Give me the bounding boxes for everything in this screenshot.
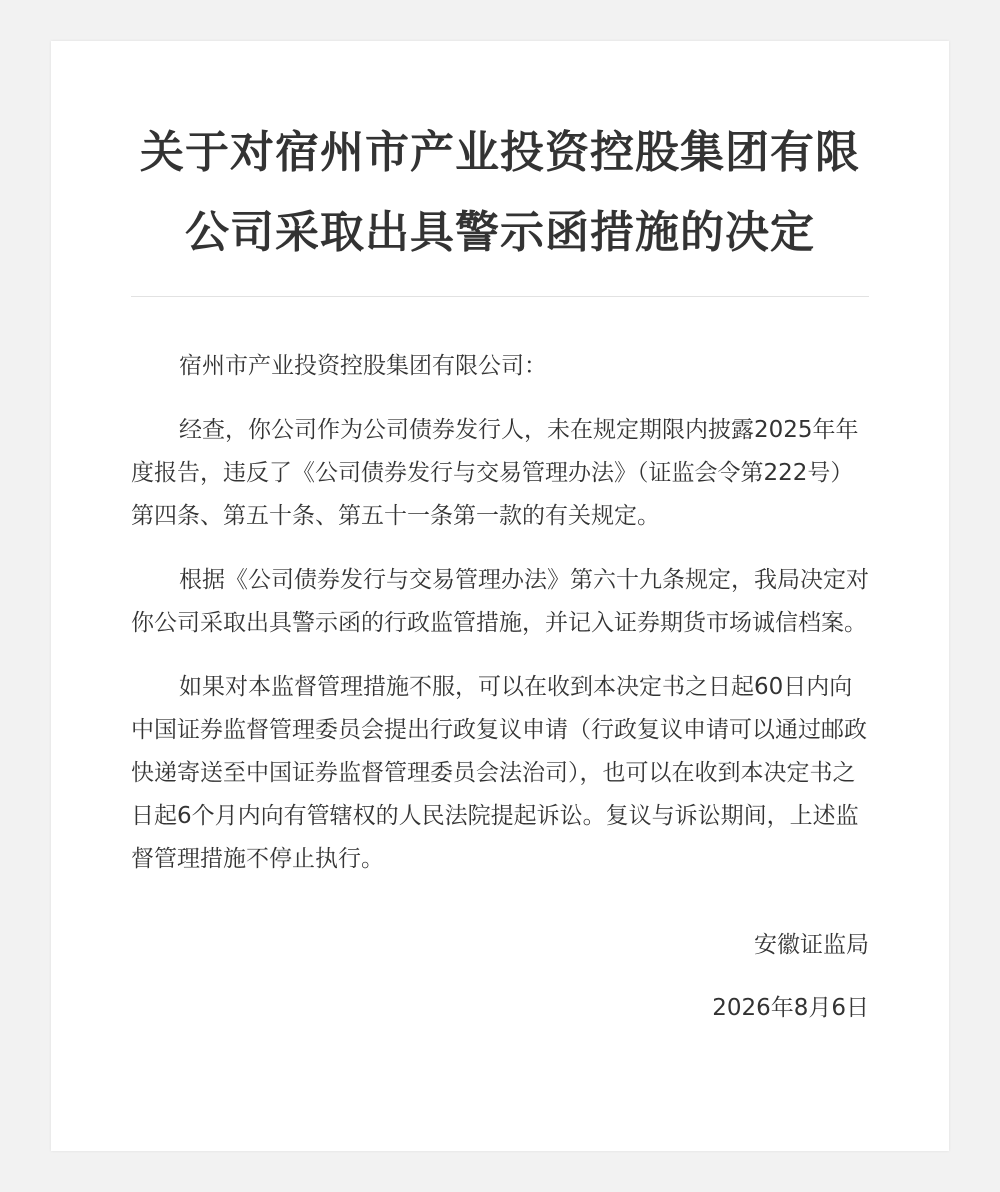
title-divider: [131, 296, 869, 297]
issue-date: 2026年8月6日: [712, 995, 869, 1021]
paragraph-findings: 经查，你公司作为公司债券发行人，未在规定期限内披露2025年年度报告，违反了《公司债券发行与交易管理办法》（证监会令第222号）第四条、第五十条、第五十一条第一款的有关规定。: [131, 417, 859, 529]
paragraph-appeal: 如果对本监督管理措施不服，可以在收到本决定书之日起60日内向中国证券监督管理委员会提出行政复议申请（行政复议申请可以通过邮政快递寄送至中国证券监督管理委员会法治司），也可以在收到本决定书之日起6个月内向有管辖权的人民法院提起诉讼。复议与诉讼期间，上述监督管理措施不停止执行。: [131, 674, 867, 872]
salutation: 宿州市产业投资控股集团有限公司：: [179, 353, 547, 379]
title-line-1: 关于对宿州市产业投资控股集团有限: [140, 127, 860, 178]
title-line-2: 公司采取出具警示函措施的决定: [185, 207, 815, 258]
document-card: [51, 41, 949, 1151]
document-body: [131, 345, 869, 881]
issuer-signature: 安徽证监局: [754, 932, 869, 958]
document-title: [131, 41, 869, 273]
paragraph-decision: 根据《公司债券发行与交易管理办法》第六十九条规定，我局决定对你公司采取出具警示函的行政监管措施，并记入证券期货市场诚信档案。: [131, 567, 869, 636]
